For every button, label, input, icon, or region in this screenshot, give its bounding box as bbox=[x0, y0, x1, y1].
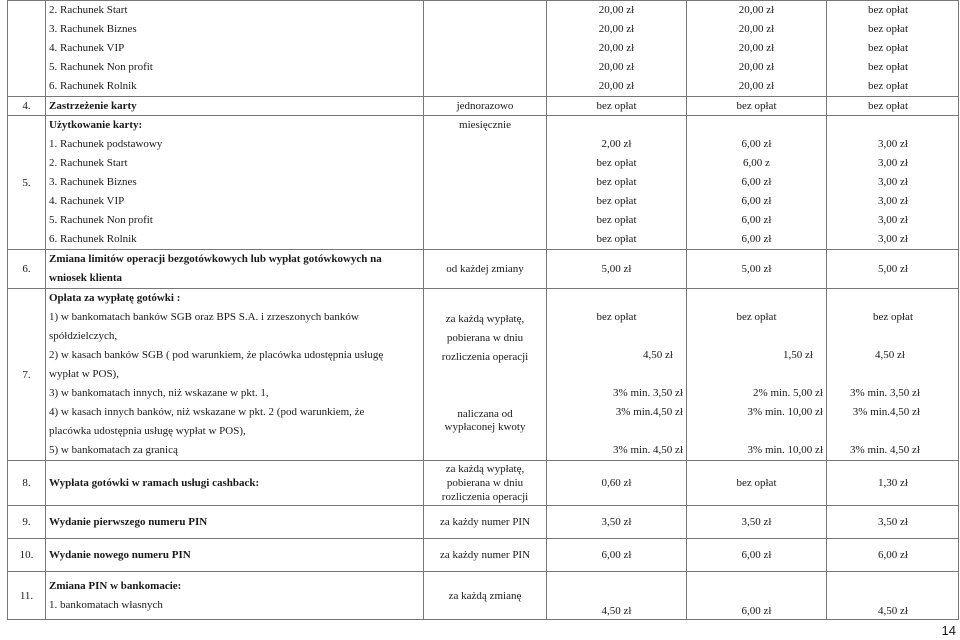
account-label: 5. Rachunek Non profit bbox=[49, 214, 153, 226]
withdrawal-item: placówka udostępnia usługę wypłat w POS), bbox=[49, 425, 246, 437]
fee-value: bez opłat bbox=[687, 97, 827, 116]
fee-value: bez opłat bbox=[687, 461, 827, 506]
fee-value: 4,50 zł bbox=[875, 349, 905, 361]
fee-value: 20,00 zł bbox=[738, 4, 775, 16]
frequency-cell: za każdy numer PIN bbox=[424, 539, 547, 572]
fee-value: bez opłat bbox=[867, 23, 908, 35]
value-col-2 bbox=[687, 1, 827, 97]
value-col-3 bbox=[827, 1, 959, 97]
frequency-label: rozliczenia operacji bbox=[441, 351, 529, 363]
value-col-1 bbox=[547, 116, 687, 250]
table-row bbox=[8, 506, 959, 539]
row-number: 4. bbox=[8, 97, 46, 116]
section-header: Opłata za wypłatę gotówki : bbox=[49, 292, 181, 304]
frequency-cell bbox=[424, 289, 547, 461]
fee-value: 20,00 zł bbox=[598, 23, 635, 35]
value-col-3 bbox=[827, 289, 959, 461]
withdrawal-item: wypłat w POS), bbox=[49, 368, 119, 380]
fee-value: 20,00 zł bbox=[738, 23, 775, 35]
frequency-label: za każdą wypłatę, bbox=[445, 313, 525, 325]
fee-value: 3,00 zł bbox=[878, 138, 908, 150]
fee-name-line: Zmiana PIN w bankomacie: bbox=[49, 579, 182, 592]
frequency-label: pobierana w dniu bbox=[446, 332, 524, 344]
frequency-label: za każdą wypłatę, bbox=[445, 463, 525, 475]
fee-value: 3% min. 4,50 zł bbox=[850, 444, 920, 456]
fee-value: bez opłat bbox=[596, 176, 637, 188]
fee-value: 6,00 zł bbox=[827, 539, 959, 572]
fee-value: 3% min.4,50 zł bbox=[852, 406, 920, 418]
fee-value: bez opłat bbox=[596, 311, 637, 323]
row-number: 9. bbox=[8, 506, 46, 539]
fee-value: 3,50 zł bbox=[687, 506, 827, 539]
fee-value: bez opłat bbox=[867, 61, 908, 73]
account-label: 3. Rachunek Biznes bbox=[49, 176, 137, 188]
row-number: 5. bbox=[8, 116, 46, 250]
fee-value: 3,50 zł bbox=[827, 506, 959, 539]
withdrawal-item: 5) w bankomatach za granicą bbox=[49, 444, 178, 456]
fee-value: 6,00 zł bbox=[547, 539, 687, 572]
fee-value: 20,00 zł bbox=[738, 80, 775, 92]
frequency-label: miesięcznie bbox=[459, 119, 511, 131]
fee-value: bez opłat bbox=[736, 311, 777, 323]
frequency-label: naliczana od bbox=[457, 408, 513, 420]
fee-value: 6,00 zł bbox=[687, 572, 827, 620]
row-number: 10. bbox=[8, 539, 46, 572]
fee-value: 3% min.4,50 zł bbox=[615, 406, 683, 418]
account-label: 6. Rachunek Rolnik bbox=[49, 80, 137, 92]
fee-name-line: Zmiana limitów operacji bezgotówkowych lub wypłat gotówkowych na bbox=[49, 253, 382, 265]
page-number: 14 bbox=[941, 623, 956, 638]
frequency-label: pobierana w dniu bbox=[446, 477, 524, 489]
row-number: 11. bbox=[8, 572, 46, 620]
fee-value: 6,00 zł bbox=[687, 539, 827, 572]
fee-value: 20,00 zł bbox=[598, 61, 635, 73]
fee-name bbox=[46, 250, 424, 289]
fee-value: 3,00 zł bbox=[878, 195, 908, 207]
fee-name bbox=[46, 572, 424, 620]
fee-value: 3% min. 3,50 zł bbox=[850, 387, 920, 399]
table-row bbox=[8, 1, 959, 97]
fee-value: 6,00 zł bbox=[741, 233, 772, 245]
fee-name: Wydanie nowego numeru PIN bbox=[46, 539, 424, 572]
account-label: 6. Rachunek Rolnik bbox=[49, 233, 137, 245]
fee-value: 0,60 zł bbox=[547, 461, 687, 506]
fee-value: 5,00 zł bbox=[547, 250, 687, 289]
value-col-1 bbox=[547, 1, 687, 97]
fee-name: Wydanie pierwszego numeru PIN bbox=[46, 506, 424, 539]
fee-value: 6,00 z bbox=[743, 157, 770, 169]
account-label: 3. Rachunek Biznes bbox=[49, 23, 137, 35]
fee-value: 3% min. 10,00 zł bbox=[747, 406, 823, 418]
fee-value: 3,00 zł bbox=[878, 233, 908, 245]
fee-value: 4,50 zł bbox=[547, 572, 687, 620]
row-number: 8. bbox=[8, 461, 46, 506]
fee-name-line: wniosek klienta bbox=[49, 272, 123, 284]
row-number bbox=[8, 1, 46, 97]
value-col-2 bbox=[687, 116, 827, 250]
fee-value: 6,00 zł bbox=[741, 195, 772, 207]
fee-value: 3% min. 4,50 zł bbox=[613, 444, 683, 456]
table-row bbox=[8, 289, 959, 461]
frequency-cell bbox=[424, 461, 547, 506]
fee-value: 1,30 zł bbox=[827, 461, 959, 506]
fee-value: bez opłat bbox=[596, 214, 637, 226]
value-col-3 bbox=[827, 116, 959, 250]
fee-value: bez opłat bbox=[596, 195, 637, 207]
fee-value: bez opłat bbox=[596, 157, 637, 169]
value-col-2 bbox=[687, 289, 827, 461]
fee-value: 2% min. 5,00 zł bbox=[753, 387, 823, 399]
table-row bbox=[8, 539, 959, 572]
fee-value: 3,00 zł bbox=[878, 176, 908, 188]
card-usage-list bbox=[46, 116, 424, 250]
fee-value: 1,50 zł bbox=[783, 349, 813, 361]
fee-value: bez opłat bbox=[596, 233, 637, 245]
fee-value: 4,50 zł bbox=[643, 349, 673, 361]
fee-value: 20,00 zł bbox=[738, 42, 775, 54]
fee-name-line: 1. bankomatach własnych bbox=[49, 598, 163, 611]
fee-value: bez opłat bbox=[867, 4, 908, 16]
fee-value: 4,50 zł bbox=[827, 572, 959, 620]
fee-value: bez opłat bbox=[867, 80, 908, 92]
table-row bbox=[8, 572, 959, 620]
fee-table bbox=[7, 0, 959, 620]
account-list bbox=[46, 1, 424, 97]
fee-value: 3,00 zł bbox=[878, 157, 908, 169]
fee-value: 3% min. 10,00 zł bbox=[747, 444, 823, 456]
frequency-cell: za każdy numer PIN bbox=[424, 506, 547, 539]
fee-value: 20,00 zł bbox=[738, 61, 775, 73]
frequency-cell bbox=[424, 116, 547, 250]
table-row bbox=[8, 461, 959, 506]
frequency-cell bbox=[424, 1, 547, 97]
withdrawal-list bbox=[46, 289, 424, 461]
account-label: 1. Rachunek podstawowy bbox=[49, 138, 163, 150]
frequency-label: rozliczenia operacji bbox=[441, 491, 529, 503]
frequency-cell: jednorazowo bbox=[424, 97, 547, 116]
row-number: 7. bbox=[8, 289, 46, 461]
account-label: 2. Rachunek Start bbox=[49, 157, 128, 169]
withdrawal-item: 2) w kasach banków SGB ( pod warunkiem, że placówka udostępnia usługę bbox=[49, 349, 384, 361]
fee-value: 3,00 zł bbox=[878, 214, 908, 226]
fee-value: 6,00 zł bbox=[741, 138, 772, 150]
fee-value: 3,50 zł bbox=[547, 506, 687, 539]
withdrawal-item: spółdzielczych, bbox=[49, 330, 118, 342]
account-label: 2. Rachunek Start bbox=[49, 4, 128, 16]
withdrawal-item: 1) w bankomatach banków SGB oraz BPS S.A. i zrzeszonych banków bbox=[49, 311, 359, 323]
fee-value: bez opłat bbox=[827, 97, 959, 116]
withdrawal-item: 4) w kasach innych banków, niż wskazane w pkt. 2 (pod warunkiem, że bbox=[49, 406, 365, 418]
fee-value: 20,00 zł bbox=[598, 80, 635, 92]
row-number: 6. bbox=[8, 250, 46, 289]
fee-value: 5,00 zł bbox=[827, 250, 959, 289]
fee-value: 6,00 zł bbox=[741, 214, 772, 226]
account-label: 4. Rachunek VIP bbox=[49, 195, 125, 207]
frequency-cell: od każdej zmiany bbox=[424, 250, 547, 289]
fee-value: bez opłat bbox=[872, 311, 913, 323]
fee-value: 20,00 zł bbox=[598, 42, 635, 54]
fee-name: Wypłata gotówki w ramach usługi cashback: bbox=[46, 461, 424, 506]
fee-value: 2,00 zł bbox=[601, 138, 632, 150]
account-label: 5. Rachunek Non profit bbox=[49, 61, 153, 73]
fee-value: bez opłat bbox=[547, 97, 687, 116]
table-row bbox=[8, 97, 959, 116]
fee-name: Zastrzeżenie karty bbox=[46, 97, 424, 116]
fee-value: 3% min. 3,50 zł bbox=[613, 387, 683, 399]
fee-value: 6,00 zł bbox=[741, 176, 772, 188]
frequency-cell: za każdą zmianę bbox=[424, 572, 547, 620]
fee-value: bez opłat bbox=[867, 42, 908, 54]
fee-value: 20,00 zł bbox=[598, 4, 635, 16]
value-col-1 bbox=[547, 289, 687, 461]
section-header: Użytkowanie karty: bbox=[49, 119, 143, 131]
fee-value: 5,00 zł bbox=[687, 250, 827, 289]
table-row bbox=[8, 250, 959, 289]
frequency-label: wypłaconej kwoty bbox=[444, 421, 526, 433]
table-row bbox=[8, 116, 959, 250]
withdrawal-item: 3) w bankomatach innych, niż wskazane w pkt. 1, bbox=[49, 387, 269, 399]
account-label: 4. Rachunek VIP bbox=[49, 42, 125, 54]
